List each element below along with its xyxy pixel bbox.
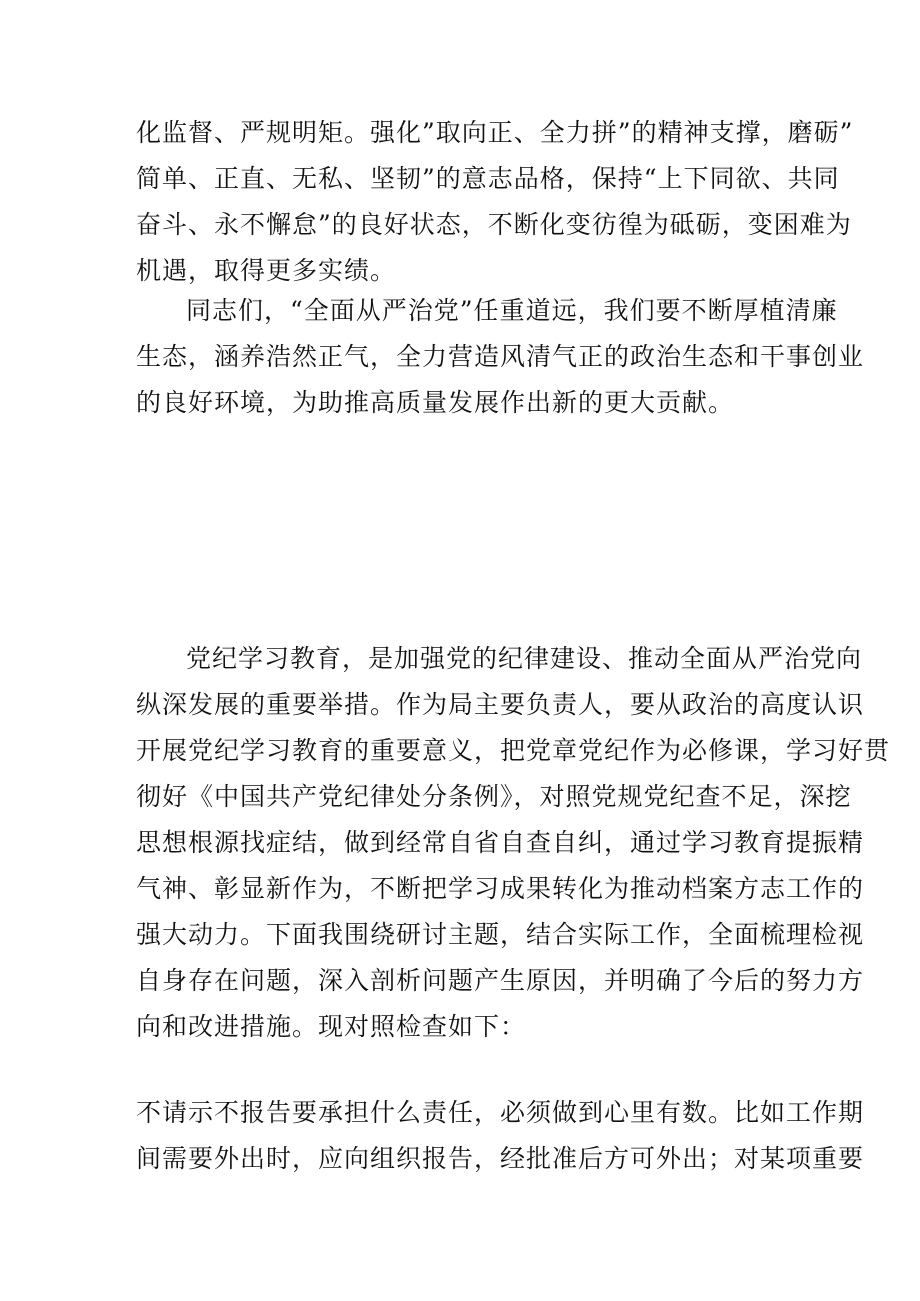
paragraph-closing-part1	[136, 110, 854, 294]
paragraph-closing-part2	[136, 288, 865, 426]
text-line: 强大动力。下面我围绕研讨主题，结合实际工作，全面梳理检视	[136, 920, 865, 949]
text-line: 开展党纪学习教育的重要意义，把党章党纪作为必修课，学习好贯	[136, 736, 891, 765]
paragraph-introduction	[136, 636, 891, 1050]
text-line: 彻好《中国共产党纪律处分条例》，对照党规党纪查不足，深挖	[136, 782, 852, 811]
text-line: 生态，涵养浩然正气，全力营造风清气正的政治生态和干事创业	[136, 342, 865, 371]
text-line: 向和改进措施。现对照检查如下：	[136, 1012, 527, 1041]
text-line: 同志们，“全面从严治党”任重道远，我们要不断厚植清廉	[186, 296, 838, 325]
text-line: 化监督、严规明矩。强化”取向正、全力拼”的精神支撑，磨砺”	[136, 118, 854, 147]
text-line: 间需要外出时，应向组织报告，经批准后方可外出；对某项重要	[136, 1144, 865, 1173]
text-line: 不请示不报告要承担什么责任，必须做到心里有数。比如工作期	[136, 1098, 865, 1127]
text-line: 气神、彰显新作为，不断把学习成果转化为推动档案方志工作的	[136, 874, 865, 903]
text-line: 简单、正直、无私、坚韧”的意志品格，保持“上下同欲、共同	[136, 164, 840, 193]
text-line: 奋斗、永不懈怠”的良好状态，不断化变彷徨为砥砺，变困难为	[136, 210, 852, 239]
text-line: 党纪学习教育，是加强党的纪律建设、推动全面从严治党向	[186, 644, 863, 673]
text-line: 自身存在问题，深入剖析问题产生原因，并明确了今后的努力方	[136, 966, 865, 995]
text-line: 思想根源找症结，做到经常自省自查自纠，通过学习教育提振精	[136, 828, 865, 857]
text-line: 机遇，取得更多实绩。	[136, 256, 397, 285]
text-line: 纵深发展的重要举措。作为局主要负责人，要从政治的高度认识	[136, 690, 865, 719]
paragraph-report-responsibility	[136, 1090, 865, 1182]
text-line: 的良好环境，为助推高质量发展作出新的更大贡献。	[136, 388, 735, 417]
